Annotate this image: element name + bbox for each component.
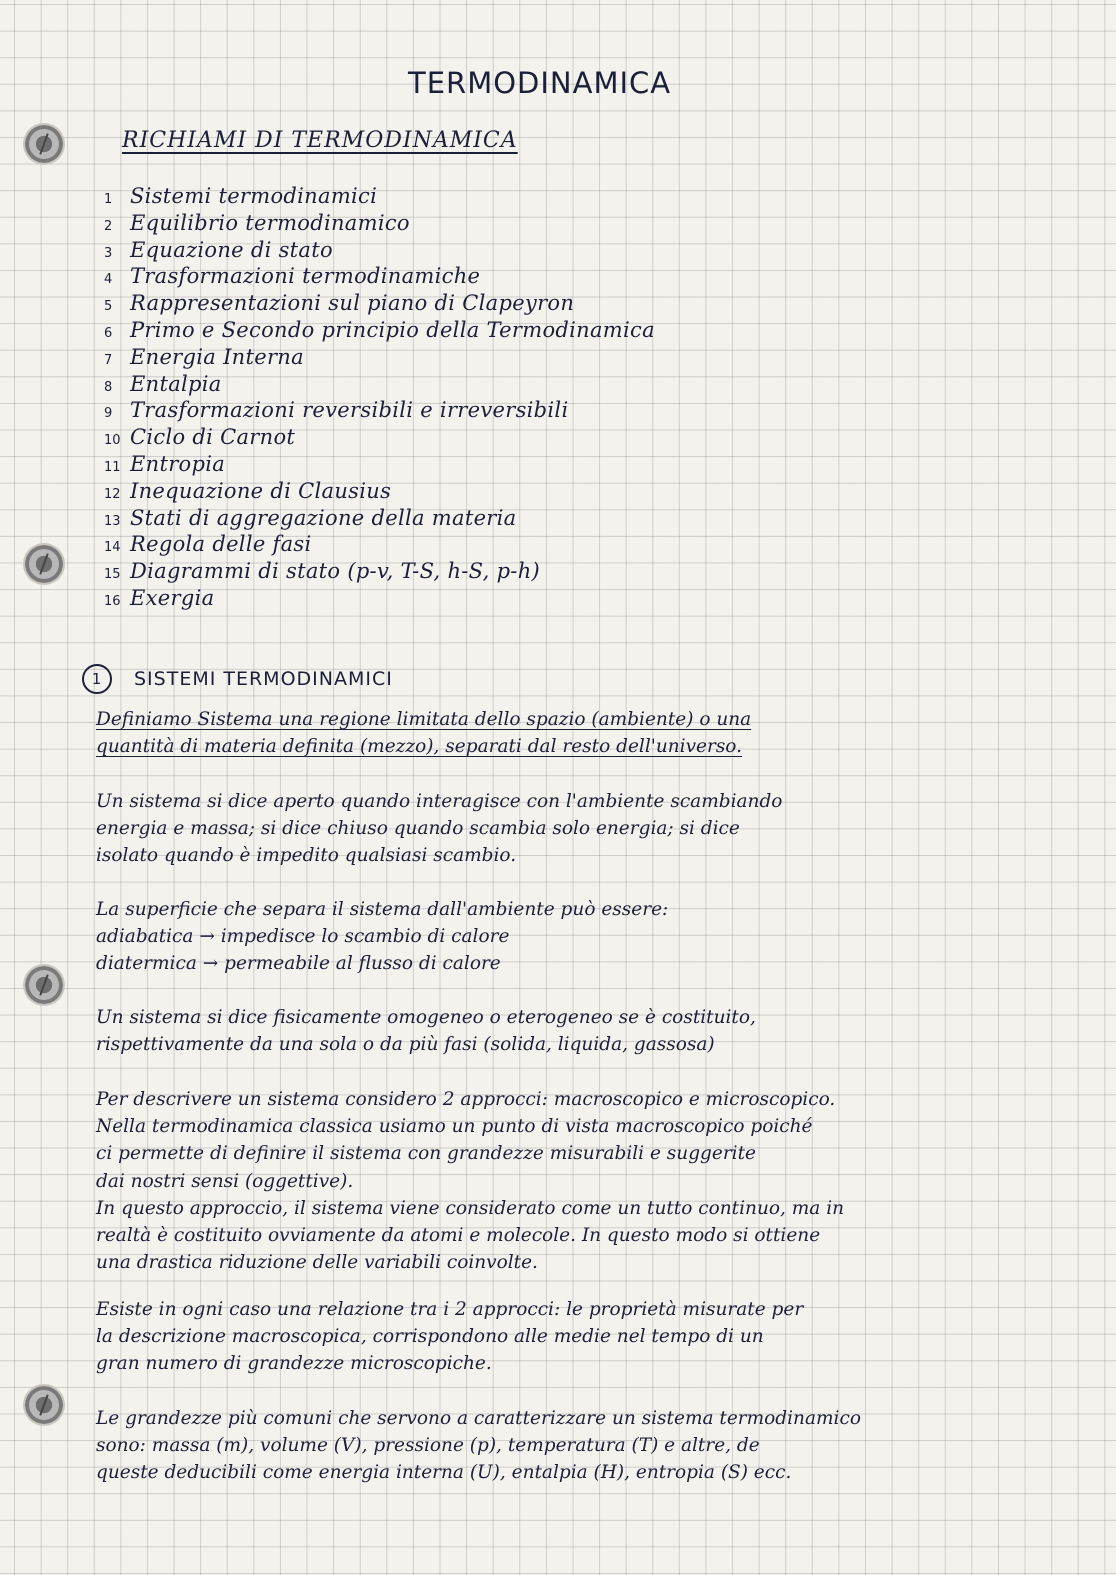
toc-text: Entropia [130,451,226,476]
toc-text: Equazione di stato [130,237,333,262]
text-line: sono: massa (m), volume (V), pressione (p), temperatura (T) e altre, de [96,1435,760,1457]
toc-text: Entalpia [130,371,222,396]
toc-text: Ciclo di Carnot [130,425,296,450]
binder-hole-1 [25,125,63,163]
toc-number: 12 [104,486,121,502]
text-line: rispettivamente da una sola o da più fasi (solida, liquida, gassosa) [96,1034,715,1056]
toc-item [104,318,655,345]
paragraph-homogeneity [96,1004,1071,1058]
toc-number: 1 [104,192,113,207]
binder-hole-4 [25,1386,63,1424]
text-line: la descrizione macroscopica, corrispondono alle medie nel tempo di un [96,1326,764,1348]
toc-number: 10 [104,433,121,449]
toc-number: 5 [104,299,113,315]
toc-item [104,372,655,399]
paragraph-surface [96,896,1071,978]
toc-text: Primo e Secondo principio della Termodinamica [130,317,655,342]
paragraph-definition [96,706,1071,760]
toc-item [104,559,655,586]
toc-item [104,238,655,265]
section-heading [82,664,393,694]
toc-number: 4 [104,272,113,288]
toc-item [104,345,655,372]
toc-item [104,532,655,559]
paragraph-relation [96,1296,1071,1378]
section-heading-text: SISTEMI TERMODINAMICI [134,668,393,690]
section-subtitle: RICHIAMI DI TERMODINAMICA [122,128,518,153]
toc-number: 2 [104,218,113,234]
toc-text: Sistemi termodinamici [130,184,378,208]
toc-number: 14 [104,540,121,556]
section-number-badge: 1 [82,664,112,694]
paragraph-approaches [96,1086,1071,1276]
paragraph-quantities [96,1405,1071,1487]
toc-number: 15 [104,567,121,583]
toc-item [104,264,655,291]
text-line: Nella termodinamica classica usiamo un punto di vista macroscopico poiché [96,1116,813,1138]
text-line: La superficie che separa il sistema dall'ambiente può essere: [96,899,669,920]
toc-item [104,291,655,318]
text-line: realtà è costituito ovviamente da atomi e molecole. In questo modo si ottiene [96,1225,821,1247]
text-line: queste deducibili come energia interna (U), entalpia (H), entropia (S) ecc. [96,1462,792,1484]
table-of-contents [104,184,655,613]
text-line: adiabatica → impedisce lo scambio di calore [96,926,510,948]
paragraph-system-types [96,788,1071,870]
toc-item [104,398,655,425]
toc-number: 13 [104,513,121,529]
binder-hole-2 [25,545,63,583]
text-line: Le grandezze più comuni che servono a caratterizzare un sistema termodinamico [96,1408,861,1429]
text-line: Definiamo Sistema una regione limitata dello spazio (ambiente) o una [96,709,752,730]
toc-number: 16 [104,593,121,609]
toc-text: Energia Interna [130,344,304,369]
toc-number: 7 [104,352,113,368]
toc-item [104,479,655,506]
toc-number: 3 [104,245,113,261]
toc-item [104,211,655,238]
toc-item [104,506,655,533]
toc-item [104,184,655,211]
text-line: Un sistema si dice fisicamente omogeneo o eterogeneo se è costituito, [96,1007,756,1028]
toc-text: Stati di aggregazione della materia [130,505,517,530]
text-line: diatermica → permeabile al flusso di calore [96,953,501,975]
text-line: Esiste in ogni caso una relazione tra i 2 approcci: le proprietà misurate per [96,1299,804,1320]
toc-number: 11 [104,459,121,475]
page-title: TERMODINAMICA [408,66,672,100]
text-line: In questo approccio, il sistema viene considerato come un tutto continuo, ma in [96,1197,845,1219]
toc-text: Inequazione di Clausius [130,478,392,503]
toc-text: Equilibrio termodinamico [130,210,410,235]
binder-hole-3 [25,966,63,1004]
text-line: quantità di materia definita (mezzo), separati dal resto dell'universo. [96,736,743,758]
text-line: isolato quando è impedito qualsiasi scambio. [96,845,517,867]
toc-number: 8 [104,379,113,395]
toc-text: Exergia [130,585,215,610]
toc-text: Regola delle fasi [130,532,312,557]
toc-item [104,452,655,479]
toc-text: Trasformazioni termodinamiche [130,264,481,289]
toc-number: 6 [104,325,113,341]
toc-text: Rappresentazioni sul piano di Clapeyron [130,291,575,316]
text-line: ci permette di definire il sistema con grandezze misurabili e suggerite [96,1143,756,1165]
toc-item [104,586,655,613]
text-line: Un sistema si dice aperto quando interagisce con l'ambiente scambiando [96,791,783,812]
toc-item [104,425,655,452]
text-line: dai nostri sensi (oggettive). [96,1170,354,1192]
text-line: gran numero di grandezze microscopiche. [96,1353,492,1375]
toc-number: 9 [104,406,113,422]
text-line: energia e massa; si dice chiuso quando scambia solo energia; si dice [96,818,740,840]
text-line: Per descrivere un sistema considero 2 approcci: macroscopico e microscopico. [96,1089,836,1110]
toc-text: Diagrammi di stato (p-v, T-S, h-S, p-h) [130,559,541,584]
text-line: una drastica riduzione delle variabili coinvolte. [96,1252,538,1274]
toc-text: Trasformazioni reversibili e irreversibili [130,398,569,423]
